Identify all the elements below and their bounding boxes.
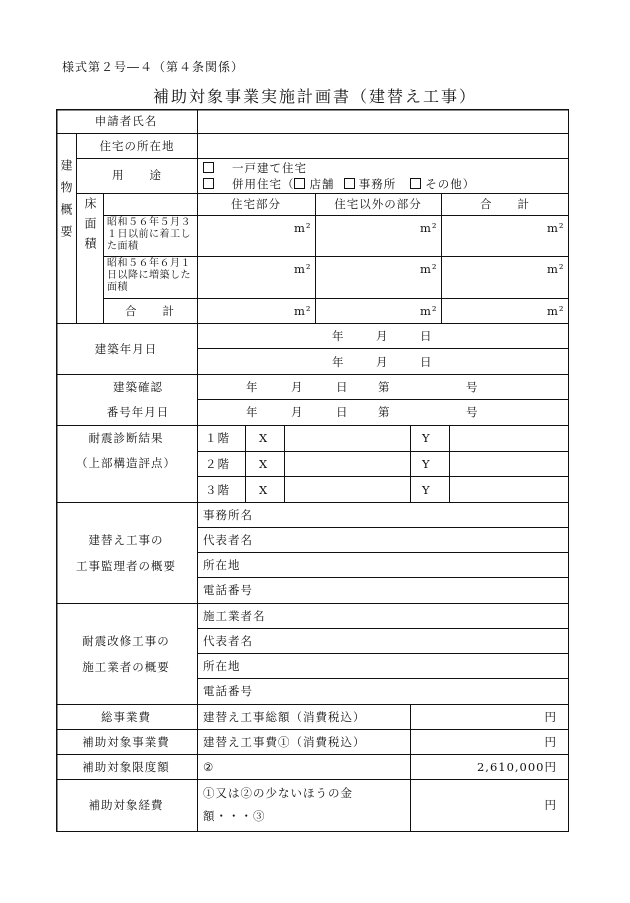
contractor-label-1: 耐震改修工事の: [82, 634, 170, 648]
total-cost-desc: 建替え工事総額（消費税込）: [203, 710, 366, 724]
supervisor-rep-label: 代表者名: [203, 533, 253, 547]
day-text: 日: [336, 380, 349, 394]
seismic-label-2: （上部構造評点）: [76, 456, 176, 470]
contractor-phone-label: 電話番号: [203, 684, 253, 698]
seismic-label-1: 耐震診断結果: [88, 431, 164, 445]
total-cost-value[interactable]: 円: [544, 710, 557, 724]
confirmation-label-2: 番号年月日: [106, 405, 170, 419]
month-text: 月: [291, 380, 304, 394]
limit-label: 補助対象限度額: [82, 760, 170, 774]
checkbox-icon[interactable]: [344, 178, 355, 189]
limit-value: 2,610,000円: [476, 760, 557, 774]
subsidy-cost-label: 補助対象事業費: [82, 735, 170, 749]
col-total: 合 計: [480, 197, 530, 211]
supervisor-label-2: 工事監理者の概要: [76, 559, 176, 573]
unit-m2: m²: [547, 221, 565, 235]
y-label: Y: [422, 431, 431, 445]
use-option-combined[interactable]: 併用住宅（ 店舗 事務所 その他）: [203, 177, 475, 191]
construction-date-label: 建築年月日: [94, 342, 158, 356]
month-text: 月: [291, 405, 304, 419]
page-title: 補助対象事業実施計画書（建替え工事）: [152, 87, 477, 106]
limit-desc: ②: [203, 760, 215, 774]
unit-m2: m²: [547, 262, 565, 276]
dai-text: 第: [378, 405, 391, 419]
applicant-name-field[interactable]: [201, 112, 566, 131]
floor-label: ３階: [205, 483, 230, 497]
expense-desc-1: ①又は②の少ないほうの金: [203, 786, 353, 800]
unit-m2: m²: [294, 221, 312, 235]
day-text: 日: [336, 405, 349, 419]
contractor-rep-label: 代表者名: [203, 634, 253, 648]
contractor-address-label: 所在地: [203, 659, 241, 673]
contractor-company-label: 施工業者名: [203, 609, 266, 623]
form-number: 様式第２号―４（第４条関係）: [62, 60, 245, 74]
year-text: 年: [332, 355, 345, 369]
supervisor-office-label: 事務所名: [203, 508, 253, 522]
total-cost-label: 総事業費: [101, 710, 151, 724]
go-text: 号: [466, 405, 479, 419]
col-residential: 住宅部分: [231, 197, 281, 211]
x-label: X: [259, 483, 269, 497]
floor-label: ２階: [205, 457, 230, 471]
row-total-label: 合 計: [125, 304, 175, 318]
address-field[interactable]: [201, 136, 566, 155]
expense-value[interactable]: 円: [544, 798, 557, 812]
x-label: X: [259, 457, 269, 471]
floor-area-label: 床面積: [83, 197, 97, 257]
dai-text: 第: [378, 380, 391, 394]
unit-m2: m²: [294, 262, 312, 276]
building-overview-label: 建物概要: [59, 159, 73, 247]
year-text: 年: [332, 329, 345, 343]
expense-desc-2: 額・・・③: [203, 809, 266, 823]
use-option-detached[interactable]: 一戸建て住宅: [203, 161, 307, 175]
row-after-label: 昭和５６年６月１日以降に増築した面積: [107, 258, 191, 293]
y-label: Y: [422, 483, 431, 497]
floor-label: １階: [205, 431, 230, 445]
checkbox-icon[interactable]: [410, 178, 421, 189]
supervisor-label-1: 建替え工事の: [88, 533, 164, 547]
address-label: 住宅の所在地: [99, 139, 175, 153]
subsidy-cost-desc: 建替え工事費①（消費税込）: [203, 735, 366, 749]
col-non-residential: 住宅以外の部分: [334, 197, 422, 211]
row-before-label: 昭和５６年５月３１日以前に着工した面積: [107, 217, 191, 252]
supervisor-phone-label: 電話番号: [203, 583, 253, 597]
confirmation-label-1: 建築確認: [113, 380, 163, 394]
y-label: Y: [422, 457, 431, 471]
unit-m2: m²: [547, 304, 565, 318]
year-text: 年: [246, 405, 259, 419]
checkbox-icon: [203, 162, 214, 173]
checkbox-icon: [203, 178, 214, 189]
supervisor-address-label: 所在地: [203, 558, 241, 572]
use-label: 用 途: [112, 168, 162, 182]
x-label: X: [259, 431, 269, 445]
contractor-label-2: 施工業者の概要: [82, 660, 170, 674]
day-text: 日: [420, 355, 433, 369]
unit-m2: m²: [294, 304, 312, 318]
applicant-label: 申請者氏名: [94, 114, 158, 128]
go-text: 号: [466, 380, 479, 394]
year-text: 年: [246, 380, 259, 394]
expense-label: 補助対象経費: [88, 798, 164, 812]
month-text: 月: [376, 355, 389, 369]
unit-m2: m²: [420, 221, 438, 235]
subsidy-cost-value[interactable]: 円: [544, 735, 557, 749]
unit-m2: m²: [420, 304, 438, 318]
checkbox-icon[interactable]: [294, 178, 305, 189]
form-table: [56, 109, 569, 832]
month-text: 月: [376, 329, 389, 343]
day-text: 日: [420, 329, 433, 343]
unit-m2: m²: [420, 262, 438, 276]
